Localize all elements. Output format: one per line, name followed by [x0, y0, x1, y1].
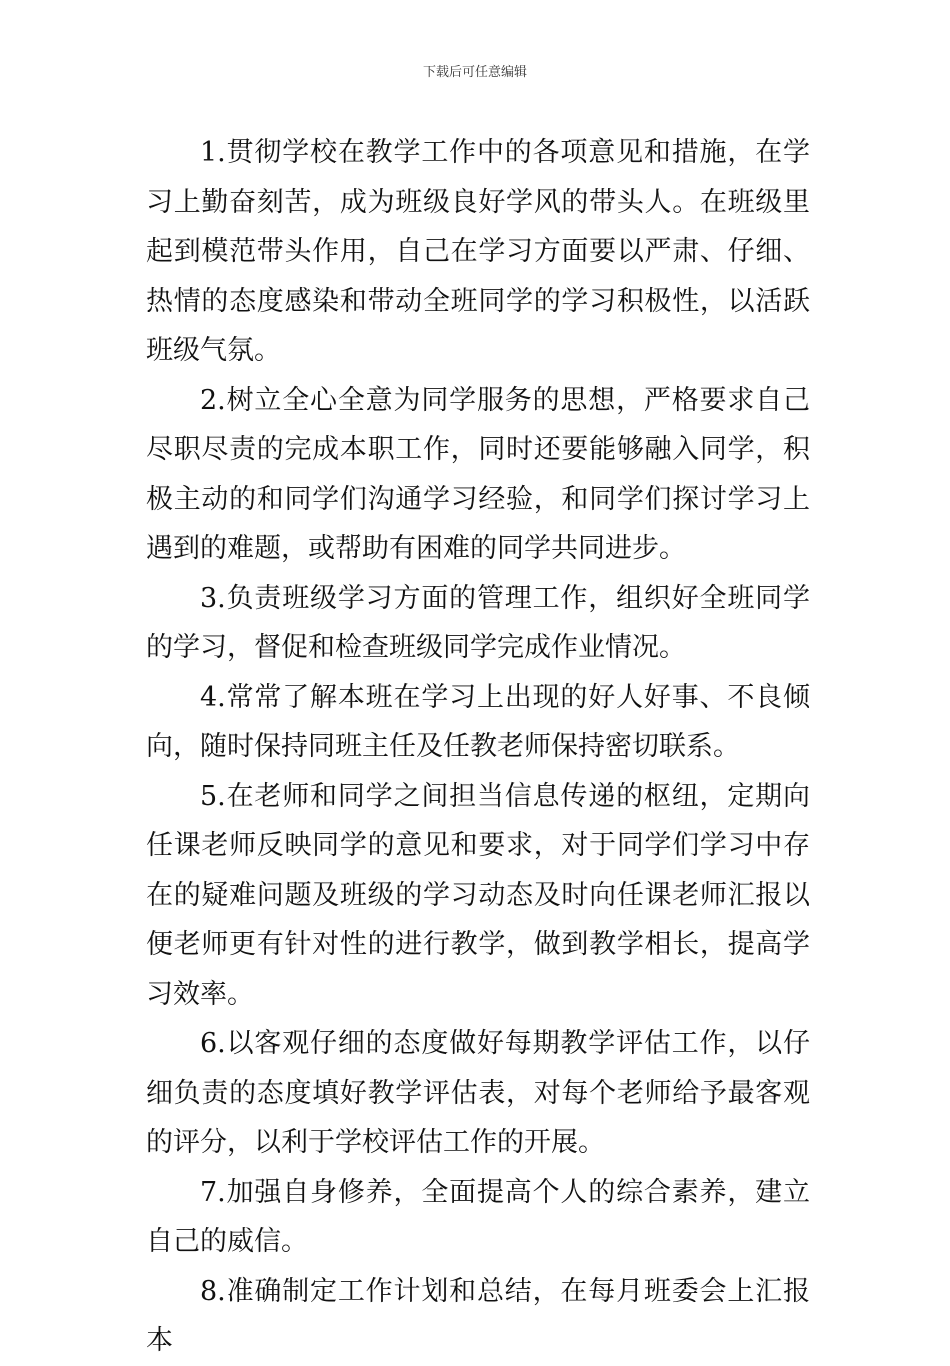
document-body: [146, 128, 810, 1366]
paragraph-7: 7.加强自身修养，全面提高个人的综合素养，建立自己的威信。: [146, 1176, 810, 1257]
paragraph-1: 1.贯彻学校在教学工作中的各项意见和措施，在学习上勤奋刻苦，成为班级良好学风的带头人。在班级里起到模范带头作用，自己在学习方面要以严肃、仔细、热情的态度感染和带动全班同学的学习积极性，以活跃班级气氛。: [146, 137, 810, 366]
page-header: 下载后可任意编辑: [422, 65, 527, 80]
paragraph-4: 4.常常了解本班在学习上出现的好人好事、不良倾向，随时保持同班主任及任教老师保持密切联系。: [146, 681, 810, 762]
paragraph-5: 5.在老师和同学之间担当信息传递的枢纽，定期向任课老师反映同学的意见和要求，对于同学们学习中存在的疑难问题及班级的学习动态及时向任课老师汇报以便老师更有针对性的进行教学，做到教学相长，提高学习效率。: [146, 780, 810, 1010]
paragraph-3: 3.负责班级学习方面的管理工作，组织好全班同学的学习，督促和检查班级同学完成作业情况。: [146, 582, 810, 663]
paragraph-8: 8.准确制定工作计划和总结，在每月班委会上汇报本: [146, 1275, 810, 1356]
paragraph-2: 2.树立全心全意为同学服务的思想，严格要求自己尽职尽责的完成本职工作，同时还要能够融入同学，积极主动的和同学们沟通学习经验，和同学们探讨学习上遇到的难题，或帮助有困难的同学共同进步。: [146, 384, 810, 564]
paragraph-6: 6.以客观仔细的态度做好每期教学评估工作，以仔细负责的态度填好教学评估表，对每个老师给予最客观的评分，以利于学校评估工作的开展。: [146, 1028, 810, 1158]
